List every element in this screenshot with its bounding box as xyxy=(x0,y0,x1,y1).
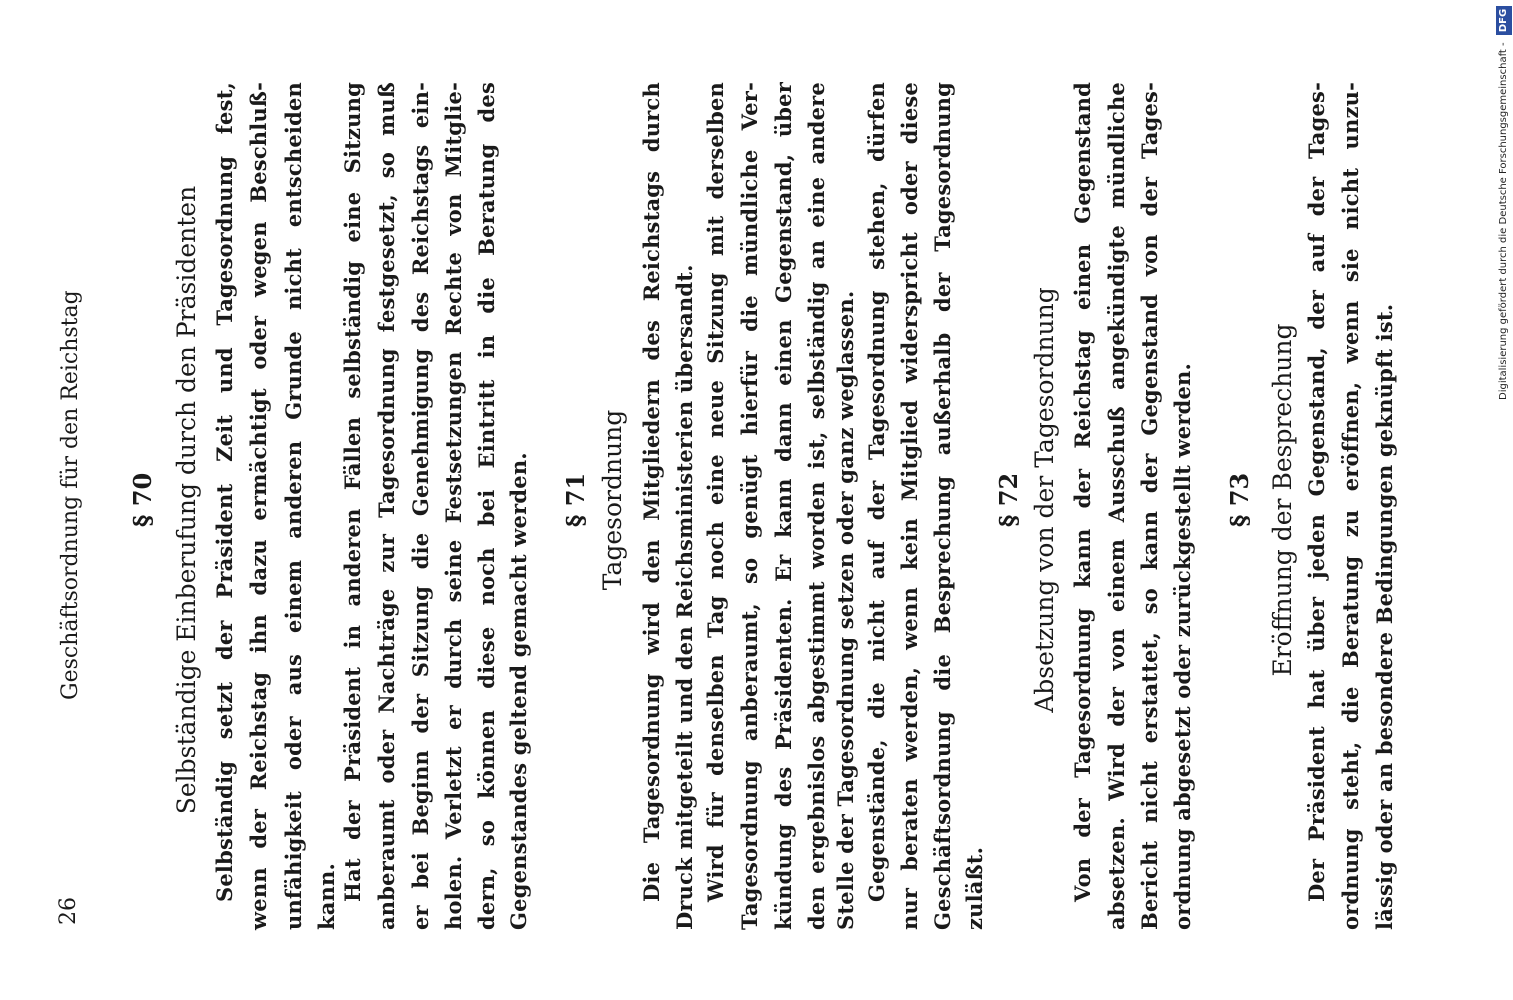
body-line: Von der Tagesordnung kann der Reichstag einen Gegenstand xyxy=(1070,82,1095,902)
body-line: kann. xyxy=(314,862,339,930)
body-line: ordnung steht, die Beratung zu eröffnen, wenn sie nicht unzu- xyxy=(1338,82,1363,930)
section-73-number: § 73 xyxy=(1225,472,1254,528)
body-line: dern, so können diese noch bei Eintritt in die Beratung des xyxy=(474,82,499,930)
dfg-watermark xyxy=(1496,8,1512,400)
section-72-title: Absetzung von der Tagesordnung xyxy=(1030,287,1059,713)
body-line: absetzen. Wird der von einem Ausschuß angekündigte mündliche xyxy=(1104,82,1129,930)
dfg-watermark-text: Digitalisierung gefördert durch die Deutsche Forschungsgemeinschaft - xyxy=(1498,42,1509,400)
page-number: 26 xyxy=(56,897,81,925)
section-72-number: § 72 xyxy=(994,472,1023,528)
running-header: Geschäftsordnung für den Reichstag xyxy=(58,290,83,700)
body-line: wenn der Reichstag ihn dazu ermächtigt oder wegen Beschluß- xyxy=(246,82,271,930)
body-line: Die Tagesordnung wird den Mitgliedern des Reichstags durch xyxy=(639,82,664,902)
body-line: lässig oder an besondere Bedingungen geknüpft ist. xyxy=(1372,303,1397,930)
body-line: unfähigkeit oder aus einem anderen Grunde nicht entscheiden xyxy=(281,82,306,930)
body-line: Druck mitgeteilt und den Reichsministerien übersandt. xyxy=(672,264,697,930)
body-line: Gegenstände, die nicht auf der Tagesordnung stehen, dürfen xyxy=(864,82,889,902)
section-71-title: Tagesordnung xyxy=(598,409,627,591)
body-line: Hat der Präsident in anderen Fällen selbständig eine Sitzung xyxy=(340,82,365,902)
body-line: anberaumt oder Nachträge zur Tagesordnung festgesetzt, so muß xyxy=(374,82,399,930)
body-line: Geschäftsordnung die Besprechung außerhalb der Tagesordnung xyxy=(930,82,955,930)
body-line: holen. Verletzt er durch seine Festsetzungen Rechte von Mitglie- xyxy=(441,82,466,930)
body-line: Gegenstandes geltend gemacht werden. xyxy=(506,452,531,930)
body-line: Selbständig setzt der Präsident Zeit und Tagesordnung fest, xyxy=(212,82,237,902)
body-line: Stelle der Tagesordnung setzen oder ganz weglassen. xyxy=(833,290,858,930)
section-71-number: § 71 xyxy=(561,472,590,528)
section-73-title: Eröffnung der Besprechung xyxy=(1268,323,1297,677)
body-line: er bei Beginn der Sitzung die Genehmigung des Reichstags ein- xyxy=(408,82,433,930)
section-70-number: § 70 xyxy=(128,472,157,528)
dfg-logo: DFG xyxy=(1496,6,1512,35)
body-line: ordnung abgesetzt oder zurückgestellt werden. xyxy=(1170,362,1195,930)
body-line: zuläßt. xyxy=(962,846,987,930)
body-line: den ergebnislos abgestimmt worden ist, selbständig an eine andere xyxy=(804,82,829,930)
body-line: Bericht nicht erstattet, so kann der Gegenstand von der Tages- xyxy=(1137,82,1162,930)
body-line: Tagesordnung anberaumt, so genügt hierfür die mündliche Ver- xyxy=(737,82,762,930)
section-70-title: Selbständige Einberufung durch den Präsidenten xyxy=(172,185,201,815)
body-line: Wird für denselben Tag noch eine neue Sitzung mit derselben xyxy=(703,82,728,902)
body-line: nur beraten werden, wenn kein Mitglied widerspricht oder diese xyxy=(897,82,922,930)
body-line: kündung des Präsidenten. Er kann dann einen Gegenstand, über xyxy=(771,82,796,930)
dfg-watermark-text-container xyxy=(1496,8,1512,400)
body-line: Der Präsident hat über jeden Gegenstand, der auf der Tages- xyxy=(1304,82,1329,902)
